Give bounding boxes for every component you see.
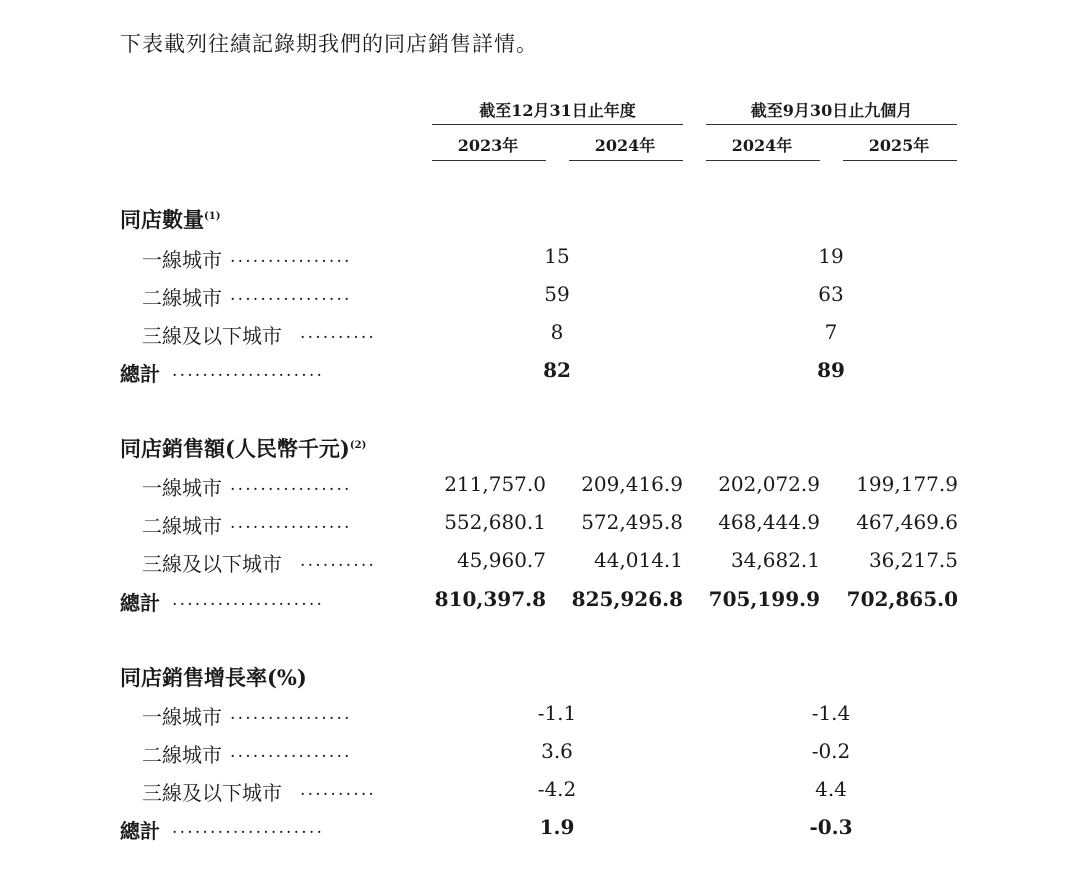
- cell-value: -0.2: [811, 739, 851, 763]
- cell-value: 34,682.1: [730, 548, 820, 572]
- row-label: 三線及以下城市: [142, 781, 282, 805]
- leader-dots: ................: [230, 475, 352, 495]
- header-year-rule: [843, 160, 957, 161]
- header-year-2024: 2024年: [594, 136, 656, 155]
- row-label: 三線及以下城市: [142, 324, 282, 348]
- cell-value: 209,416.9: [581, 472, 683, 496]
- cell-value: 202,072.9: [718, 472, 820, 496]
- header-year-2024-9m: 2024年: [731, 136, 793, 155]
- header-group-nine-months: 截至9月30日止九個月: [750, 101, 913, 120]
- cell-value-total: 702,865.0: [846, 587, 958, 611]
- cell-value: 7: [824, 320, 838, 344]
- header-year-2025-9m: 2025年: [868, 136, 930, 155]
- cell-value: 8: [550, 320, 564, 344]
- cell-value: 45,960.7: [456, 548, 546, 572]
- cell-value-total: 705,199.9: [708, 587, 820, 611]
- cell-value: 19: [818, 244, 844, 268]
- cell-value: 552,680.1: [444, 510, 546, 534]
- cell-value: 4.4: [815, 777, 847, 801]
- header-year-2023: 2023年: [457, 136, 519, 155]
- cell-value-total: 810,397.8: [434, 587, 546, 611]
- cell-value-total: -0.3: [809, 815, 853, 839]
- cell-value-total: 89: [817, 358, 845, 382]
- leader-dots: ................: [230, 742, 352, 762]
- cell-value: 15: [544, 244, 570, 268]
- leader-dots: ................: [230, 513, 352, 533]
- header-rule-year-end: [432, 124, 683, 125]
- total-label: 總計: [120, 362, 160, 386]
- cell-value: 36,217.5: [868, 548, 958, 572]
- leader-dots: ....................: [172, 590, 325, 610]
- section-title-growth: 同店銷售增長率(%): [120, 665, 307, 690]
- header-year-rule: [569, 160, 683, 161]
- leader-dots: ................: [230, 704, 352, 724]
- row-label: 一線城市: [142, 476, 222, 500]
- cell-value: 199,177.9: [856, 472, 958, 496]
- row-label: 二線城市: [142, 514, 222, 538]
- leader-dots: ....................: [172, 361, 325, 381]
- cell-value: -4.2: [537, 777, 577, 801]
- header-year-rule: [706, 160, 820, 161]
- leader-dots: ................: [230, 247, 352, 267]
- cell-value: 467,469.6: [856, 510, 958, 534]
- cell-value: 59: [544, 282, 570, 306]
- cell-value: 468,444.9: [718, 510, 820, 534]
- cell-value-total: 825,926.8: [571, 587, 683, 611]
- leader-dots: ................: [230, 285, 352, 305]
- cell-value: 211,757.0: [444, 472, 546, 496]
- header-group-year-end: 截至12月31日止年度: [479, 101, 636, 120]
- cell-value: 44,014.1: [593, 548, 683, 572]
- row-label: 二線城市: [142, 286, 222, 310]
- cell-value-total: 82: [543, 358, 571, 382]
- cell-value: -1.1: [537, 701, 577, 725]
- row-label: 三線及以下城市: [142, 552, 282, 576]
- row-label: 一線城市: [142, 248, 222, 272]
- section-title-store-count: 同店數量$^{(1)}$: [120, 207, 221, 232]
- cell-value: 572,495.8: [581, 510, 683, 534]
- header-year-rule: [432, 160, 546, 161]
- cell-value: -1.4: [811, 701, 851, 725]
- row-label: 二線城市: [142, 743, 222, 767]
- header-rule-nine-months: [706, 124, 957, 125]
- total-label: 總計: [120, 591, 160, 615]
- total-label: 總計: [120, 819, 160, 843]
- section-title-sales: 同店銷售額(人民幣千元)$^{(2)}$: [120, 436, 367, 461]
- leader-dots: ..........: [300, 780, 377, 800]
- row-label: 一線城市: [142, 705, 222, 729]
- leader-dots: ....................: [172, 818, 325, 838]
- intro-text: 下表載列往績記錄期我們的同店銷售詳情。: [120, 32, 538, 56]
- leader-dots: ..........: [300, 551, 377, 571]
- cell-value: 3.6: [541, 739, 573, 763]
- leader-dots: ..........: [300, 323, 377, 343]
- cell-value: 63: [818, 282, 844, 306]
- cell-value-total: 1.9: [539, 815, 575, 839]
